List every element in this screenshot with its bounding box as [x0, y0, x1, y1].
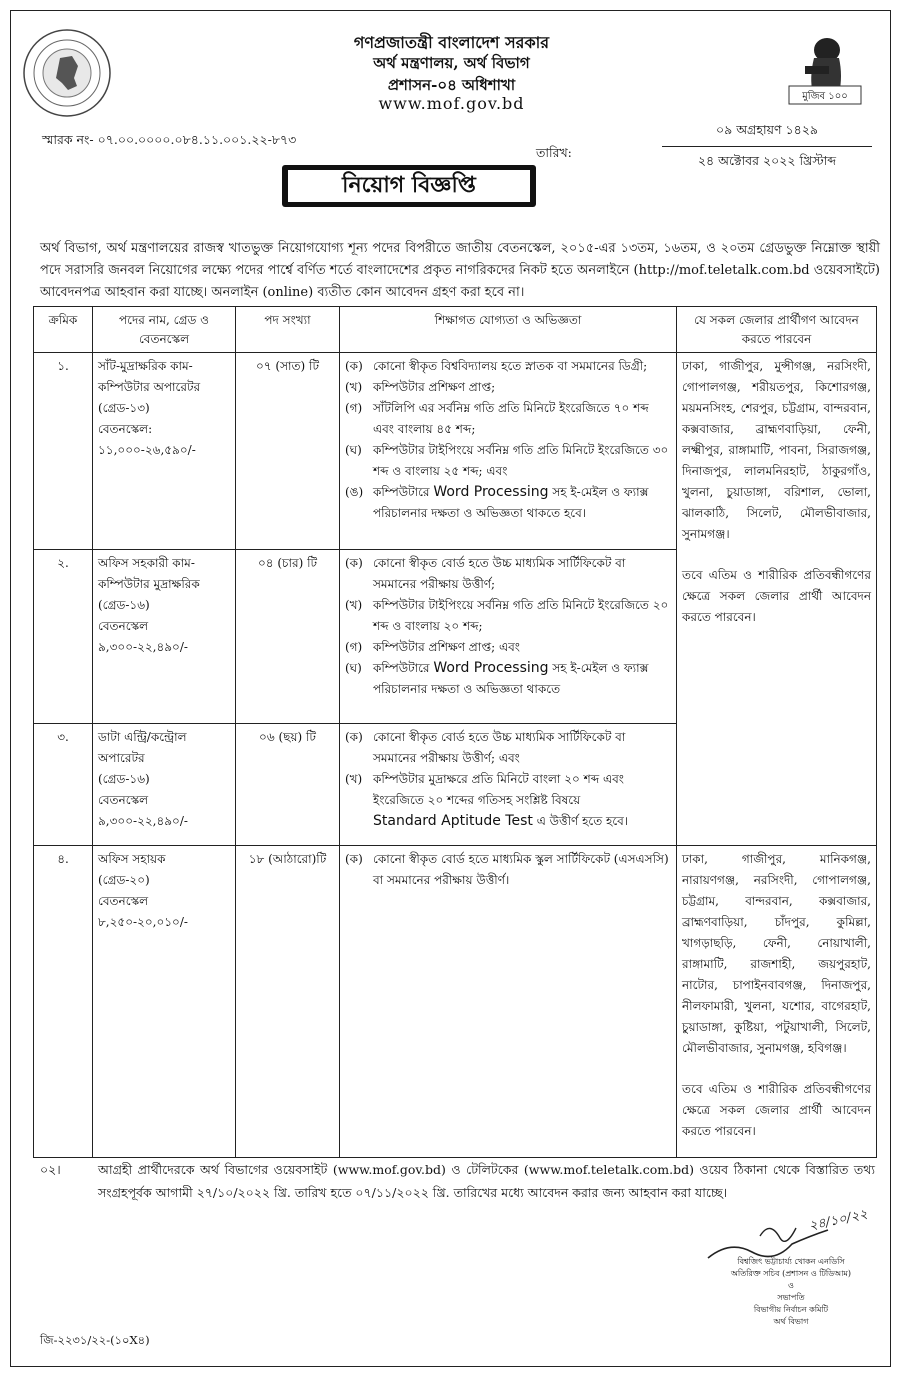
row-serial: ৪. [34, 846, 93, 1158]
qual-text: কোনো স্বীকৃত বোর্ড হতে উচ্চ মাধ্যমিক সার্টিফিকেট বা সমমানের পরীক্ষায় উত্তীর্ণ; এবং [373, 730, 626, 765]
qual-key: (ঘ) [345, 661, 362, 675]
header-qualification: শিক্ষাগত যোগ্যতা ও অভিজ্ঞতা [340, 307, 677, 353]
qual-item [345, 377, 671, 398]
qual-key: (ক) [345, 556, 363, 570]
qual-text: কোনো স্বীকৃত বোর্ড হতে মাধ্যমিক স্কুল সার্টিফিকেট (এসএসসি) বা সমমানের পরীক্ষায় উত্তীর্ণ। [373, 852, 669, 887]
row-serial: ২. [34, 550, 93, 724]
qual-item [345, 637, 671, 658]
signatory-office: অর্থ বিভাগ [773, 1317, 809, 1326]
row-qualification [340, 353, 677, 550]
qual-aptitude-test: Standard Aptitude Test [373, 813, 533, 829]
qual-text: কম্পিউটার প্রশিক্ষণ প্রাপ্ত; এবং [373, 640, 520, 654]
qual-pre: কম্পিউটারে [373, 485, 434, 499]
header-branch: প্রশাসন-০৪ অধিশাখা [387, 76, 516, 94]
header-ministry: অর্থ মন্ত্রণালয়, অর্থ বিভাগ [373, 54, 530, 72]
row-serial: ৩. [34, 724, 93, 846]
table-row [34, 353, 877, 550]
post-scale: বেতনস্কেল: ১১,০০০-২৬,৫৯০/- [98, 422, 196, 457]
row-qualification [340, 846, 677, 1158]
districts-cell-4 [677, 846, 877, 1158]
post-grade: (গ্রেড-১৩) [98, 401, 150, 415]
table-header-row [34, 307, 877, 353]
post-grade: (গ্রেড-১৬) [98, 598, 150, 612]
date-gregorian: ২৪ অক্টোবর ২০২২ খ্রিস্টাব্দ [697, 153, 837, 168]
row-count: ০৬ (ছয়) টি [236, 724, 340, 846]
districts-cell-1-3 [677, 353, 877, 846]
qual-item [345, 658, 671, 700]
qual-key: (খ) [345, 380, 363, 394]
orphan-note: তবে এতিম ও শারীরিক প্রতিবন্ধীগণের ক্ষেত্রে সকল জেলার প্রার্থী আবেদন করতে পারবেন। [682, 568, 871, 624]
qual-item [345, 595, 671, 637]
post-scale: বেতনস্কেল ৮,২৫০-২০,০১০/- [98, 894, 188, 929]
qual-text: কম্পিউটার টাইপিংয়ে সর্বনিম্ন গতি প্রতি মিনিটে ইংরেজিতে ৩০ শব্দ ও বাংলায় ২৫ শব্দ; এবং [373, 443, 669, 478]
qual-item [345, 849, 671, 891]
orphan-note: তবে এতিম ও শারীরিক প্রতিবন্ধীগণের ক্ষেত্রে সকল জেলার প্রার্থী আবেদন করতে পারবেন। [682, 1082, 871, 1138]
qual-item [345, 553, 671, 595]
qual-key: (খ) [345, 598, 363, 612]
row-post [93, 353, 236, 550]
paragraph-number: ০২। [40, 1162, 61, 1177]
qual-rest: সহ ই-মেইল ও ফ্যাক্স পরিচালনার দক্ষতা ও অভিজ্ঞতা থাকতে [373, 661, 649, 696]
qual-item [345, 398, 671, 440]
notice-title-box [282, 165, 536, 207]
row-count: ১৮ (আঠারো)টি [236, 846, 340, 1158]
row-post [93, 550, 236, 724]
qual-key: (ক) [345, 359, 363, 373]
vacancy-table [33, 306, 877, 1158]
date-bangla: ০৯ অগ্রহায়ণ ১৪২৯ [662, 122, 872, 147]
row-post [93, 846, 236, 1158]
signatory-role: সভাপতি [777, 1293, 805, 1302]
post-scale: বেতনস্কেল ৯,৩০০-২২,৪৯০/- [98, 793, 188, 828]
qual-text-mixed [373, 482, 671, 524]
qual-item [345, 727, 671, 769]
qual-key: (ঘ) [345, 443, 362, 457]
intro-paragraph: অর্থ বিভাগ, অর্থ মন্ত্রণালয়ের রাজস্ব খাতভুক্ত নিয়োগযোগ্য শূন্য পদের বিপরীতে জাতীয় বেতনস্কেল, ২০১৫-এর ১৩তম, ১৬তম, ও ২০তম গ্রেডভুক্ত নিম্নোক্ত স্থায়ী পদে সরাসরি জনবল নিয়োগের লক্ষ্যে পদের পার্শ্বে বর্ণিত শর্তে বাংলাদেশের প্রকৃত নাগরিকদের নিকট হতে অনলাইনে (http://mof.teletalk.com.bd ওয়েবসাইটে) আবেদনপত্র আহবান করা যাচ্ছে। অনলাইন (online) ব্যতীত কোন আবেদন গ্রহণ করা হবে না। [40, 241, 880, 300]
row-qualification [340, 724, 677, 846]
qual-key: (খ) [345, 772, 363, 786]
qual-text: কম্পিউটার প্রশিক্ষণ প্রাপ্ত; [373, 380, 496, 394]
signatory-name: বিশ্বজিৎ ভট্টাচার্য্য খোকন এনডিসি [737, 1257, 845, 1266]
qual-text: কম্পিউটার টাইপিংয়ে সর্বনিম্ন গতি প্রতি মিনিটে ইংরেজিতে ২০ শব্দ ও বাংলায় ২০ শব্দ; [373, 598, 669, 633]
header-government: গণপ্রজাতন্ত্রী বাংলাদেশ সরকার [353, 33, 550, 52]
header-districts: যে সকল জেলার প্রার্থীগণ আবেদন করতে পারবেন [677, 307, 877, 353]
signature-block [706, 1256, 876, 1328]
districts-list: ঢাকা, গাজীপুর, মুন্সীগঞ্জ, নরসিংদী, গোপালগঞ্জ, শরীয়তপুর, কিশোরগঞ্জ, ময়মনসিংহ, শেরপুর, চট্টগ্রাম, বান্দরবান, কক্সবাজার, ব্রাহ্মণবাড়িয়া, ফেনী, লক্ষ্মীপুর, রাঙ্গামাটি, পাবনা, সিরাজগঞ্জ, দিনাজপুর, লালমনিরহাট, ঠাকুরগাঁও, খুলনা, চুয়াডাঙ্গা, বরিশাল, ভোলা, ঝালকাঠি, সিলেট, মৌলভীবাজার, সুনামগঞ্জ। [682, 359, 871, 541]
qual-text: কোনো স্বীকৃত বোর্ড হতে উচ্চ মাধ্যমিক সার্টিফিকেট বা সমমানের পরীক্ষায় উত্তীর্ণ; [373, 556, 626, 591]
post-name: অফিস সহায়ক [98, 852, 166, 866]
post-grade: (গ্রেড-২০) [98, 873, 150, 887]
svg-text:২৪/১০/২২: ২৪/১০/২২ [807, 1206, 869, 1234]
post-name: ডাটা এন্ট্রি/কন্ট্রোল অপারেটর [98, 730, 187, 765]
post-name: অফিস সহকারী কাম-কম্পিউটার মুদ্রাক্ষরিক [98, 556, 200, 591]
post-name: সাঁট-মুদ্রাক্ষরিক কাম-কম্পিউটার অপারেটর [98, 359, 201, 394]
header-website: www.mof.gov.bd [378, 94, 525, 113]
svg-text:মুজিব ১০০: মুজিব ১০০ [802, 91, 848, 102]
qual-key: (গ) [345, 640, 363, 654]
memo-number: স্মারক নং- ০৭.০০.০০০০.০৮৪.১১.০০১.২২-৮৭৩ [42, 132, 297, 147]
qual-item [345, 769, 671, 832]
qual-item [345, 482, 671, 524]
qual-key: (ক) [345, 730, 363, 744]
qual-word-processing: Word Processing [433, 484, 549, 500]
qual-text-mixed [373, 769, 671, 832]
qual-item [345, 440, 671, 482]
row-qualification [340, 550, 677, 724]
paragraph-two [40, 1158, 875, 1204]
date-box [662, 122, 872, 173]
qual-text: কম্পিউটার মুদ্রাক্ষরে প্রতি মিনিটে বাংলা ২০ শব্দ এবং ইংরেজিতে ২০ শব্দের গতিসহ সংশ্লিষ্ট বিষয়ে [373, 772, 624, 807]
qual-word-processing: Word Processing [433, 660, 549, 676]
qual-rest: সহ ই-মেইল ও ফ্যাক্স পরিচালনার দক্ষতা ও অভিজ্ঞতা থাকতে হবে। [373, 485, 649, 520]
districts-list: ঢাকা, গাজীপুর, মানিকগঞ্জ, নারায়ণগঞ্জ, নরসিংদী, গোপালগঞ্জ, চট্টগ্রাম, বান্দরবান, কক্সবাজার, ব্রাহ্মণবাড়িয়া, চাঁদপুর, কুমিল্লা, খাগড়াছড়ি, ফেনী, নোয়াখালী, রাঙ্গামাটি, রাজশাহী, জয়পুরহাট, নাটোর, চাপাইনবাবগঞ্জ, দিনাজপুর, নীলফামারী, খুলনা, যশোর, বাগেরহাট, চুয়াডাঙ্গা, কুষ্টিয়া, পটুয়াখালী, সিলেট, মৌলভীবাজার, সুনামগঞ্জ, হবিগঞ্জ। [682, 852, 871, 1055]
signatory-committee: বিভাগীয় নির্বাচন কমিটি [753, 1305, 829, 1314]
signatory-designation: অতিরিক্ত সচিব (প্রশাসন ও টিডিআম) [730, 1269, 851, 1278]
qual-pre: কম্পিউটারে [373, 661, 434, 675]
footer-code: জি-২২৩১/২২-(১০X৪) [40, 1333, 150, 1347]
header-post: পদের নাম, গ্রেড ও বেতনস্কেল [93, 307, 236, 353]
qual-text: কোনো স্বীকৃত বিশ্ববিদ্যালয় হতে স্নাতক বা সমমানের ডিগ্রী; [373, 359, 648, 373]
row-post [93, 724, 236, 846]
header-count: পদ সংখ্যা [236, 307, 340, 353]
qual-text: সাঁটলিপি এর সর্বনিম্ন গতি প্রতি মিনিটে ইংরেজিতে ৭০ শব্দ এবং বাংলায় ৪৫ শব্দ; [373, 401, 649, 436]
date-label: তারিখ: [536, 145, 572, 160]
header-serial: ক্রমিক [34, 307, 93, 353]
post-grade: (গ্রেড-১৬) [98, 772, 150, 786]
qual-rest: এ উত্তীর্ণ হতে হবে। [532, 814, 629, 828]
qual-text-mixed [373, 658, 671, 700]
notice-title: নিয়োগ বিজ্ঞপ্তি [288, 170, 530, 202]
qual-key: (গ) [345, 401, 363, 415]
table-row [34, 846, 877, 1158]
post-scale: বেতনস্কেল ৯,৩০০-২২,৪৯০/- [98, 619, 188, 654]
row-serial: ১. [34, 353, 93, 550]
qual-key: (ঙ) [345, 485, 364, 499]
qual-key: (ক) [345, 852, 363, 866]
row-count: ০৪ (চার) টি [236, 550, 340, 724]
row-count: ০৭ (সাত) টি [236, 353, 340, 550]
qual-item [345, 356, 671, 377]
paragraph-text: আগ্রহী প্রার্থীদেরকে অর্থ বিভাগের ওয়েবসাইট (www.mof.gov.bd) ও টেলিটকের (www.mof.teletalk.com.bd) ওয়েব ঠিকানা থেকে বিস্তারিত তথ্য সংগ্রহপূর্বক আগামী ২৭/১০/২০২২ খ্রি. তারিখ হতে ০৭/১১/২০২২ খ্রি. তারিখের মধ্যে আবেদন করার জন্য আহবান করা যাচ্ছে। [98, 1162, 875, 1200]
signatory-and: ও [788, 1281, 794, 1290]
